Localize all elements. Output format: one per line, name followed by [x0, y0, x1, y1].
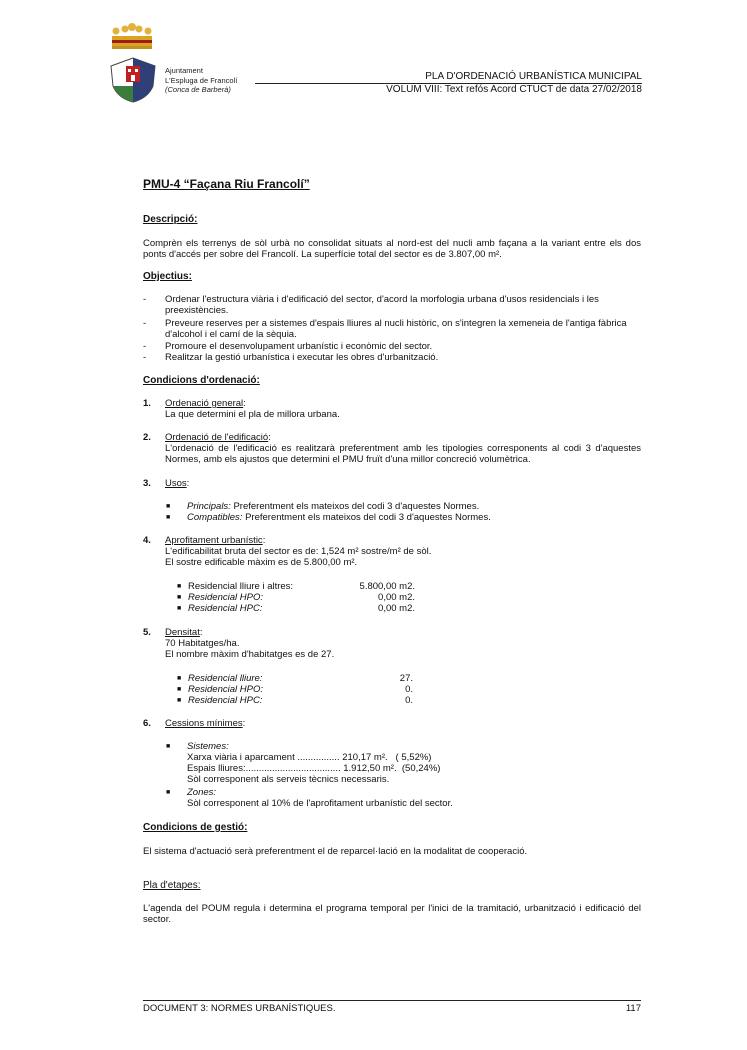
objectiu-item: - Ordenar l'estructura viària i d'edificació del sector, d'acord la morfologia urbana d'usos residencials i les preexistències. [143, 294, 599, 316]
gestio-heading: Condicions de gestió: [143, 822, 248, 833]
usos-item: ■ Principals: Preferentment els mateixos del codi 3 d'aquestes Normes. [166, 501, 480, 512]
gestio-text: El sistema d'actuació serà preferentment el de reparcel·lació en la modalitat de cooperació. [143, 846, 528, 857]
condicions-ordenacio-heading: Condicions d'ordenació: [143, 375, 260, 386]
etapes-heading: Pla d'etapes: [143, 880, 201, 891]
objectiu-item: - Preveure reserves per a sistemes d'espais lliures al nucli històric, on s'integren la xemeneia de l'antiga fàbrica d'alcohol i el camí de la sèquia. [143, 318, 627, 340]
logo-line-1: Ajuntament [165, 66, 203, 75]
section-densitat: 5. Densitat: 70 Habitatges/ha. El nombre màxim d'habitatges es de 27. [143, 627, 335, 660]
section-ordenacio-general: 1. Ordenació general: La que determini el pla de millora urbana. [143, 398, 340, 420]
descripcio-heading: Descripció: [143, 214, 198, 225]
cessions-zones: ■ Zones: Sòl corresponent al 10% de l'aprofitament urbanístic del sector. [166, 787, 453, 809]
usos-item: ■ Compatibles: Preferentment els mateixos del codi 3 d'aquestes Normes. [166, 512, 491, 523]
descripcio-text: Comprèn els terrenys de sòl urbà no consolidat situats al nord-est del nucli amb façana a la variant entre els dos ponts d'accés per sobre del Francolí. La superfície total del sector es de 3.807,00 m². [143, 238, 641, 260]
logo-line-3: (Conca de Barberà) [165, 85, 231, 94]
etapes-text: L'agenda del POUM regula i determina el programa temporal per l'inici de la tramitació, urbanització i edificació del sector. [143, 903, 641, 925]
section-aprofitament: 4. Aprofitament urbanístic: L'edificabilitat bruta del sector es de: 1,524 m² sostre/m² de sòl. El sostre edificable màxim es de 5.800,00 m². [143, 535, 432, 568]
footer-rule [143, 1000, 641, 1001]
objectiu-item: - Realitzar la gestió urbanística i executar les obres d'urbanització. [143, 352, 439, 363]
header-plan-title: PLA D'ORDENACIÓ URBANÍSTICA MUNICIPAL [425, 71, 642, 82]
cessions-sistemes: ■ Sistemes: Xarxa viària i aparcament ................ 210,17 m². ( 5,52%) Espais lliures:.................................... 1.912,50 m². (50,24%) Sòl corresponent als serveis tècnics necessaris. [166, 741, 441, 785]
municipality-name [165, 66, 237, 95]
section-usos: 3. Usos: [143, 478, 190, 489]
header-volume: VOLUM VIII: Text refós Acord CTUCT de data 27/02/2018 [386, 84, 642, 95]
section-ordenacio-edificacio: 2. Ordenació de l'edificació: L'ordenació de l'edificació es realitzarà preferentment amb les tipologies corresponents al codi 3 d'aquestes Normes, amb els ajustos que determini el PMU fruït d'una millor concreció volumètrica. [143, 432, 641, 465]
crown-icon [108, 22, 156, 50]
logo-line-2: L'Espluga de Francolí [165, 75, 238, 85]
objectius-heading: Objectius: [143, 271, 192, 282]
footer-document: DOCUMENT 3: NORMES URBANÍSTIQUES. [143, 1003, 336, 1014]
page-number: 117 [625, 1003, 641, 1014]
page-title: PMU-4 “Façana Riu Francolí” [143, 177, 310, 191]
coat-of-arms-icon [108, 56, 158, 104]
objectiu-item: - Promoure el desenvolupament urbanístic i econòmic del sector. [143, 341, 433, 352]
section-cessions: 6. Cessions mínimes: [143, 718, 246, 729]
